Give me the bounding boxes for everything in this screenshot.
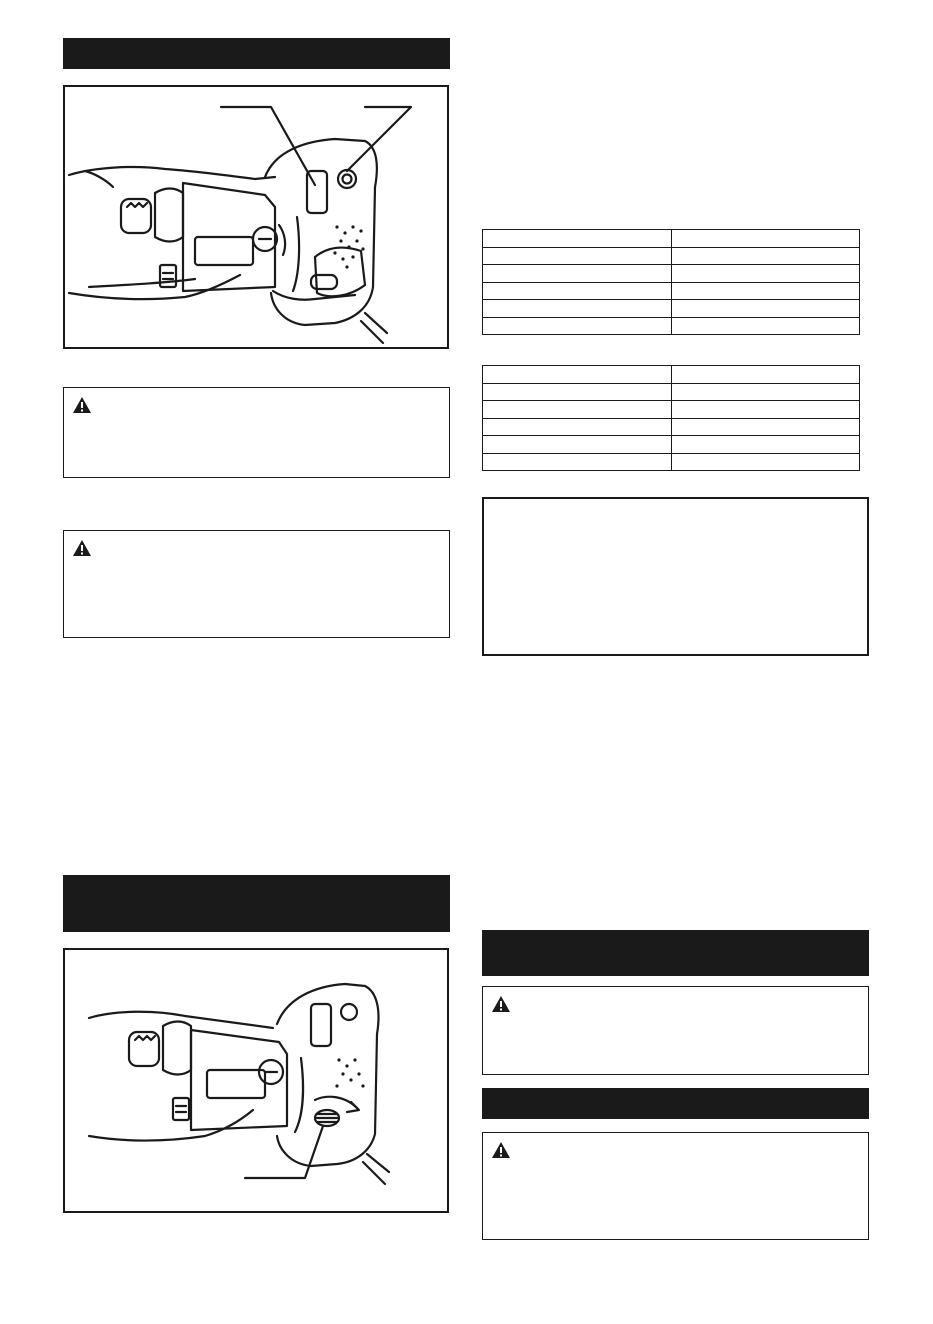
spec-value-cell (671, 401, 860, 419)
spec-table-row (483, 436, 860, 454)
spec-value-cell (671, 317, 860, 335)
spec-label-cell (483, 230, 672, 248)
spec-table-row (483, 418, 860, 436)
spec-label-cell (483, 453, 672, 471)
spec-label-cell (483, 436, 672, 454)
spec-label-cell (483, 247, 672, 265)
warning-triangle-icon (491, 995, 511, 1013)
spec-table-row (483, 282, 860, 300)
spec-value-cell (671, 265, 860, 283)
spec-value-cell (671, 383, 860, 401)
tool-illustration (65, 950, 447, 1211)
note-box (482, 497, 869, 656)
tool-illustration (65, 87, 447, 347)
spec-table-row (483, 230, 860, 248)
spec-table-row (483, 383, 860, 401)
spec-table-1 (482, 229, 860, 335)
figure-speed-dial (63, 948, 449, 1213)
spec-table-row (483, 247, 860, 265)
spec-label-cell (483, 300, 672, 318)
warning-box-4 (482, 1132, 869, 1240)
warning-triangle-icon (491, 1141, 511, 1159)
spec-value-cell (671, 282, 860, 300)
section-header-bar (482, 930, 869, 976)
section-header-bar (482, 1088, 869, 1119)
spec-label-cell (483, 383, 672, 401)
spec-value-cell (671, 418, 860, 436)
warning-box-3 (482, 986, 869, 1075)
spec-value-cell (671, 436, 860, 454)
figure-tool-side-view (63, 85, 449, 349)
spec-table-row (483, 401, 860, 419)
spec-label-cell (483, 317, 672, 335)
spec-value-cell (671, 366, 860, 384)
spec-table-row (483, 366, 860, 384)
spec-label-cell (483, 282, 672, 300)
spec-label-cell (483, 366, 672, 384)
spec-table-row (483, 300, 860, 318)
warning-triangle-icon (72, 396, 92, 414)
spec-value-cell (671, 300, 860, 318)
section-header-bar (63, 38, 450, 69)
spec-value-cell (671, 247, 860, 265)
warning-triangle-icon (72, 539, 92, 557)
section-header-bar (63, 875, 450, 932)
spec-value-cell (671, 230, 860, 248)
spec-label-cell (483, 418, 672, 436)
spec-value-cell (671, 453, 860, 471)
spec-label-cell (483, 401, 672, 419)
spec-label-cell (483, 265, 672, 283)
spec-table-2 (482, 365, 860, 471)
spec-table-row (483, 265, 860, 283)
warning-box-2 (63, 530, 450, 638)
spec-table-row (483, 317, 860, 335)
spec-table-row (483, 453, 860, 471)
warning-box-1 (63, 387, 450, 478)
